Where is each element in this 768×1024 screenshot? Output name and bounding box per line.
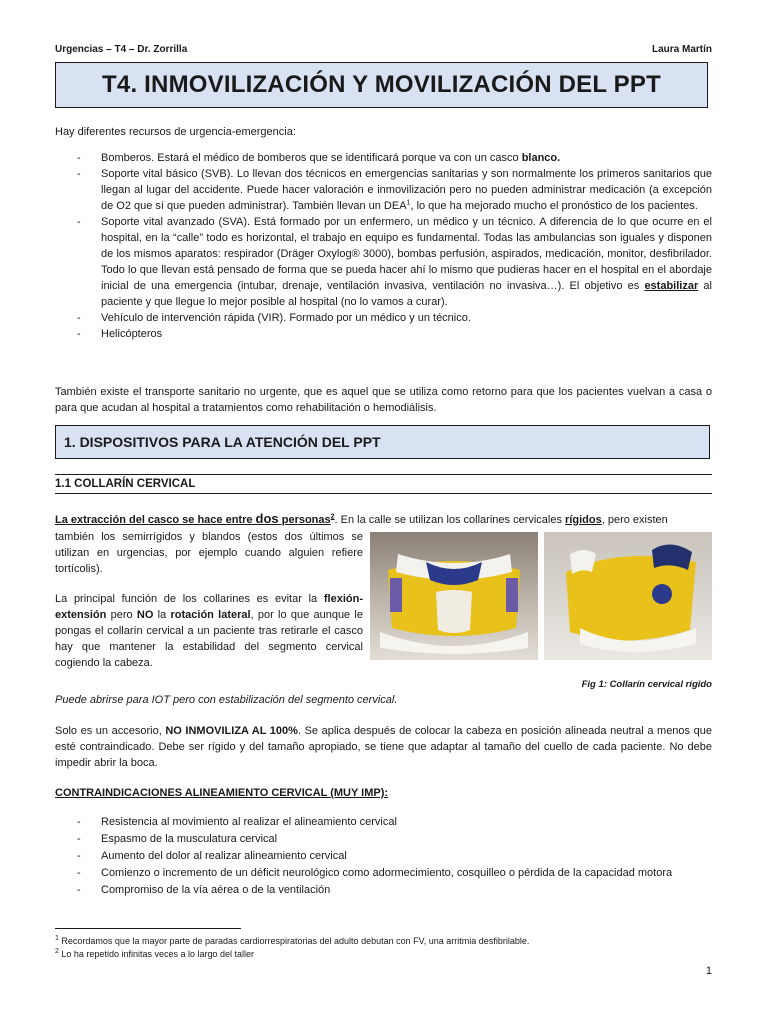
figure-caption: Fig 1: Collarín cervical rígido <box>581 679 712 690</box>
cervical-collar-photo <box>370 532 712 660</box>
accessory-paragraph: Solo es un accesorio, NO INMOVILIZA AL 100%. Se aplica después de colocar la cabeza en posición alineada neutral a menos que esté contraindicado. Debe ser rígido y del tamaño apropiado, se tiene que adaptar al tamaño del cuello de cada paciente. No debe impedir abrir la boca. <box>55 725 712 769</box>
footnote-ref: 1 <box>406 199 411 207</box>
list-item: - Resistencia al movimiento al realizar el alineamiento cervical <box>55 814 712 830</box>
list-item: - Aumento del dolor al realizar alineamiento cervical <box>55 848 712 864</box>
list-item: - Soporte vital básico (SVB). Lo llevan dos técnicos en emergencias sanitarias y son normalmente los primeros sanitarios que llegan al lugar del accidente. Puede hacer valoración e inmovilización pero no pueden administrar medicación (a excepción de O2 que sí que pueden administrar). También llevan un DEA$^1$, lo que ha mejorado mucho el pronóstico de los pacientes. <box>55 166 712 214</box>
footnote: $^1$ Recordamos que la mayor parte de paradas cardiorrespiratorias del adulto debutan con FV, una arritmia desfibrilable. <box>55 935 530 946</box>
page-header <box>55 44 712 55</box>
casco-line: La extracción del casco se hace entre dos personas$^2$. En la calle se utilizan los collarines cervicales rígidos, pero existen <box>55 511 668 526</box>
list-item: - Bomberos. Estará el médico de bomberos que se identificará porque va con un casco blanco. <box>55 150 712 166</box>
intro-paragraph: Hay diferentes recursos de urgencia-emergencia: <box>55 126 296 138</box>
list-item: - Compromiso de la vía aérea o de la ventilación <box>55 882 712 898</box>
list-item: - Comienzo o incremento de un déficit neurológico como adormecimiento, cosquilleo o pérdida de la capacidad motora <box>55 865 712 881</box>
subsection-heading: 1.1 COLLARÍN CERVICAL <box>55 474 712 494</box>
iot-note: Puede abrirse para IOT pero con estabilización del segmento cervical. <box>55 694 398 706</box>
list-item: - Helicópteros <box>55 326 712 342</box>
page-title: T4. INMOVILIZACIÓN Y MOVILIZACIÓN DEL PPT <box>55 62 708 108</box>
casco-continuation: también los semirrígidos y blandos (estos dos últimos se utilizan en urgencias, por ejemplo cuando alguien refiere tortícolis). <box>55 531 363 575</box>
page-number: 1 <box>705 965 712 977</box>
contraindications-list <box>55 814 712 898</box>
contraindications-title: CONTRAINDICACIONES ALINEAMIENTO CERVICAL (MUY IMP): <box>55 787 389 799</box>
transport-paragraph: También existe el transporte sanitario no urgente, que es aquel que se utiliza como retorno para que los pacientes vuelvan a casa o para que acudan al hospital a tratamientos como rehabilitación o hemodiálisis. <box>55 386 712 414</box>
document-page <box>55 0 712 1024</box>
header-course: Urgencias – T4 – Dr. Zorrilla <box>55 44 188 55</box>
section-heading: 1. DISPOSITIVOS PARA LA ATENCIÓN DEL PPT <box>55 425 710 459</box>
list-item: - Espasmo de la musculatura cervical <box>55 831 712 847</box>
list-item: - Vehículo de intervención rápida (VIR). Formado por un médico y un técnico. <box>55 310 712 326</box>
function-paragraph: La principal función de los collarines es evitar la flexión-extensión pero NO la rotación lateral, por lo que aunque le pongas el collarín cervical a un paciente tras retirarle el casco hay que mantener la estabilidad del segmento cervical cogiendo la cabeza. <box>55 593 363 669</box>
header-author: Laura Martín <box>651 44 712 55</box>
footnote: $^2$ Lo ha repetido infinitas veces a lo largo del taller <box>55 948 255 959</box>
resources-list <box>55 150 712 342</box>
footnote-divider <box>55 928 241 929</box>
list-item: - Soporte vital avanzado (SVA). Está formado por un enfermero, un médico y un técnico. A diferencia de lo que ocurre en el hospital, en la “calle” todo es horizontal, el trabajo en equipo es fundamental. Todas las ambulancias son iguales y disponen de los mismos aparatos: respirador (Dräger Oxylog® 3000), bombas perfusión, aspirados, medicación, monitor, desfibrilador. Todo lo que llevan está pensado de forma que se pueda hacer ahí lo mismo que pudieras hacer en el hospital en el abordaje inicial de una emergencia (intubar, drenaje, ventilación invasiva, ventilación no invasiva…). El objetivo es estabilizar al paciente y que llegue lo mejor posible al hospital (no lo vamos a curar). <box>55 214 712 310</box>
